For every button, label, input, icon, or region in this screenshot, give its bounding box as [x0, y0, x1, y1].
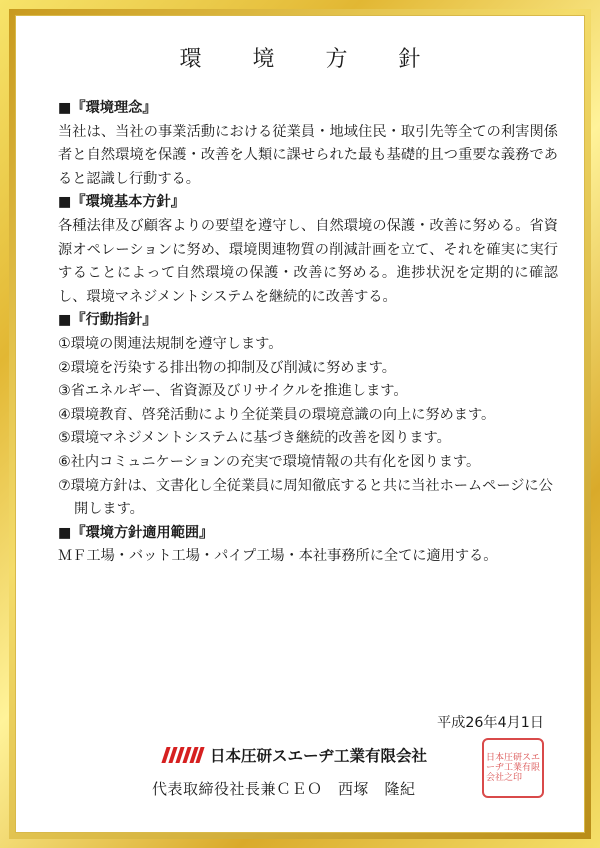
- section-body-basic-policy: 各種法律及び顧客よりの要望を遵守し、自然環境の保護・改善に努める。省資源オペレーションに努め、環境関連物質の削減計画を立て、それを確実に実行することによって自然環境の保護・改善に努める。進捗状況を定期的に確認し、環境マネジメントシステムを継続的に改善する。: [58, 217, 558, 305]
- signer-name: 代表取締役社長兼ＣＥＯ 西塚 隆紀: [152, 780, 416, 798]
- company-row: [162, 744, 427, 766]
- section-heading-action-guidelines: ■『行動指針』: [58, 312, 157, 329]
- guideline-item: ①環境の関連法規制を遵守します。: [58, 335, 283, 352]
- guideline-item: ②環境を汚染する排出物の抑制及び削減に努めます。: [58, 359, 396, 376]
- guideline-item: ③省エネルギー、省資源及びリサイクルを推進します。: [58, 383, 408, 400]
- stamp-text: 日本圧研スエーヂ工業有限会社之印: [486, 753, 541, 783]
- document-title: 環 境 方 針: [179, 47, 443, 72]
- company-name: 日本圧研スエーヂ工業有限会社: [210, 747, 428, 765]
- document-content: [58, 97, 558, 569]
- company-seal-stamp: [482, 738, 544, 798]
- company-logo-icon: [162, 747, 202, 763]
- section-heading-philosophy: ■『環境理念』: [58, 100, 157, 116]
- guideline-item: ⑥社内コミュニケーションの充実で環境情報の共有化を図ります。: [58, 453, 481, 470]
- guideline-item: ④環境教育、啓発活動により全従業員の環境意識の向上に努めます。: [58, 406, 496, 423]
- guideline-item: ⑦環境方針は、文書化し全従業員に周知徹底すると共に当社ホームページに公開します。: [58, 477, 553, 518]
- section-body-philosophy: 当社は、当社の事業活動における従業員・地域住民・取引先等全ての利害関係者と自然環境を保護・改善を人類に課せられた最も基礎的且つ重要な義務であると認識し行動する。: [58, 123, 558, 187]
- section-heading-scope: ■『環境方針適用範囲』: [58, 524, 214, 541]
- section-body-scope: ＭＦ工場・バット工場・パイプ工場・本社事務所に全てに適用する。: [58, 548, 498, 565]
- issue-date: 平成26年4月1日: [436, 715, 544, 731]
- section-heading-basic-policy: ■『環境基本方針』: [58, 194, 185, 211]
- guideline-item: ⑤環境マネジメントシステムに基づき継続的改善を図ります。: [58, 430, 451, 447]
